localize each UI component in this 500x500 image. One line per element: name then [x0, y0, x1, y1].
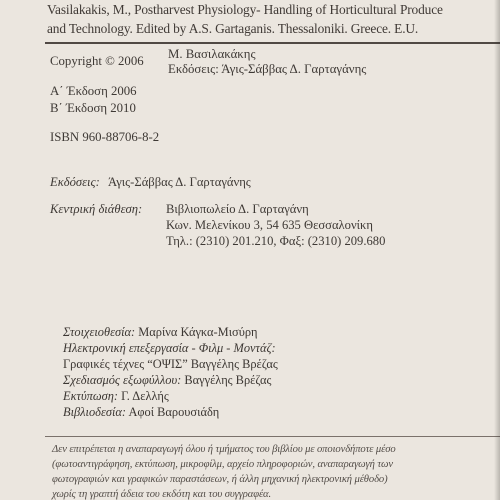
credit-binding-value: Αφοί Βαρουσιάδη	[128, 405, 220, 419]
copyright-label: Copyright © 2006	[50, 54, 144, 68]
page-edge-shadow	[494, 0, 500, 500]
distribution-label: Κεντρική διάθεση:	[50, 202, 143, 216]
publisher-name: Άγις-Σάββας Δ. Γαρταγάνης	[108, 175, 251, 189]
isbn: ISBN 960-88706-8-2	[50, 130, 160, 144]
header-rule	[45, 42, 500, 44]
credit-printing-label: Εκτύπωση:	[63, 389, 118, 403]
credit-cover-design-value: Βαγγέλης Βρέζας	[184, 373, 272, 387]
legal-line-3: φωτογραφιών και γραφικών παραστάσεων, ή άλλη μηχανική ηλεκτρονική μέθοδο)	[52, 474, 388, 485]
credit-graphic-arts-value: Γραφικές τέχνες “ΟΨΙΣ” Βαγγέλης Βρέζας	[63, 357, 278, 371]
header-line-1: Vasilakakis, M., Postharvest Physiology- Handling of Horticultural Produce	[47, 2, 443, 17]
legal-line-2: (φωτοαντιγράφηση, εκτύπωση, μικροφίλμ, αρχείο πληροφοριών, αναπαραγωγή των	[52, 459, 393, 470]
credit-binding	[63, 405, 219, 420]
credit-binding-label: Βιβλιοδεσία:	[63, 405, 127, 419]
credit-typesetting-value: Μαρίνα Κάγκα-Μισύρη	[138, 325, 258, 339]
copyright-publisher: Εκδόσεις: Άγις-Σάββας Δ. Γαρταγάνης	[168, 62, 367, 76]
distribution-line-3: Τηλ.: (2310) 201.210, Φαξ: (2310) 209.680	[166, 234, 386, 248]
credit-electronic-processing-label: Ηλεκτρονική επεξεργασία - Φιλμ - Μοντάζ:	[63, 341, 276, 355]
credit-typesetting	[63, 325, 258, 340]
copyright-author: Μ. Βασιλακάκης	[168, 47, 256, 61]
credit-electronic-processing	[63, 341, 276, 356]
distribution-line-1: Βιβλιοπωλείο Δ. Γαρταγάνη	[166, 202, 309, 216]
credit-cover-design	[63, 373, 271, 388]
legal-rule	[45, 436, 500, 437]
header-line-2: and Technology. Edited by A.S. Gartaganis. Thessaloniki. Greece. E.U.	[47, 21, 419, 36]
credit-printing-value: Γ. Δελλής	[121, 389, 169, 403]
credit-graphic-arts	[63, 357, 278, 372]
legal-line-4: χωρίς τη γραπτή άδεια του εκδότη και του συγγραφέα.	[52, 489, 272, 500]
credit-cover-design-label: Σχεδιασμός εξωφύλλου:	[63, 373, 182, 387]
distribution-line-2: Κων. Μελενίκου 3, 54 635 Θεσσαλονίκη	[166, 218, 373, 232]
second-edition: Β΄ Έκδοση 2010	[50, 101, 136, 115]
credit-typesetting-label: Στοιχειοθεσία:	[63, 325, 136, 339]
first-edition: Α΄ Έκδοση 2006	[50, 84, 137, 98]
legal-line-1: Δεν επιτρέπεται η αναπαραγωγή όλου ή τμήματος του βιβλίου με οποιονδήποτε μέσο	[52, 444, 396, 455]
publisher-label: Εκδόσεις:	[50, 175, 100, 189]
credit-printing	[63, 389, 169, 404]
